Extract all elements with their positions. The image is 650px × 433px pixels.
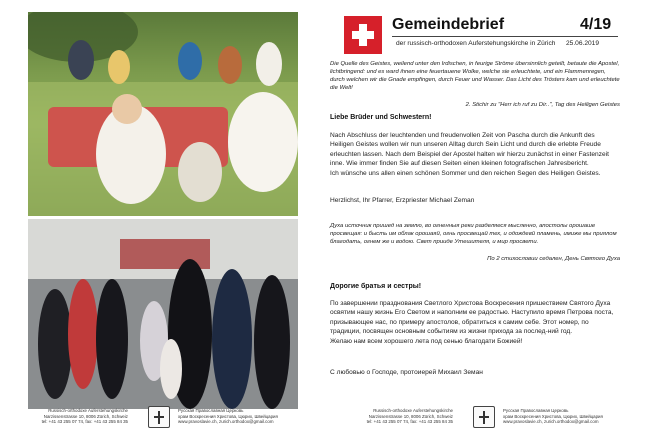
person-costume <box>68 279 98 389</box>
footer-line: храм Воскресения Христова, Цюрих, Швейцария <box>503 413 603 419</box>
footer-line: tel: +41 43 255 07 74, fax: +41 43 255 84 35 <box>41 419 128 425</box>
german-signature: Herzlichst, Ihr Pfarrer, Erzpriester Michael Zeman <box>330 197 475 204</box>
german-epigraph-source: 2. Stichir zu "Herr ich ruf zu Dir..", Tag des Heiligen Geistes <box>465 102 620 108</box>
german-paragraph: Ich wünsche uns allen einen schönen Sommer und den reichen Segen des Heiligen Geistes. <box>330 169 601 177</box>
footer-line: Russisch-orthodoxe Auferstehungskirche <box>48 408 128 413</box>
footer-line: www.pravoslavie.ch, zurich.orthodox@gmail.com <box>503 419 599 425</box>
child <box>178 142 222 202</box>
person <box>96 279 128 399</box>
footer-address-ru <box>503 408 603 425</box>
russian-letter-body <box>330 299 620 346</box>
child <box>160 339 182 399</box>
footer-address-ru <box>178 408 278 425</box>
russian-greeting: Дорогие братья и сестры! <box>330 283 422 290</box>
woman-white-top <box>228 92 298 192</box>
footer-line: Русская Православная Церковь <box>503 408 569 413</box>
swiss-flag-icon <box>344 16 382 54</box>
man-suit <box>212 269 252 409</box>
group-photo-garden <box>28 12 298 216</box>
footer-line: Narzissenstrasse 10, 8006 Zürich, Schweiz <box>368 413 453 419</box>
group-photo-church <box>28 219 298 409</box>
russian-paragraph: Желаю нам всем хорошего лета под сенью благодати Божией! <box>330 337 523 345</box>
face <box>112 94 142 124</box>
footer-line: Russisch-orthodoxe Auferstehungskirche <box>373 408 453 413</box>
person <box>68 40 94 80</box>
church-emblem-icon <box>148 406 170 428</box>
newsletter-subtitle: der russisch-orthodoxen Auferstehungskirche in Zürich <box>396 40 556 47</box>
german-greeting: Liebe Brüder und Schwestern! <box>330 114 432 121</box>
person <box>256 42 282 86</box>
footer-right <box>325 406 650 430</box>
person <box>254 275 290 409</box>
issue-number: 4/19 <box>580 16 612 33</box>
church-emblem-icon <box>473 406 495 428</box>
german-letter-body <box>330 131 620 178</box>
russian-epigraph-source: По 2 стихословии седален, День Святого Духа <box>487 256 620 262</box>
footer-address-de <box>353 408 453 425</box>
russian-epigraph: Духа источник пришед на землю, во огненныя реки разделяеся мысленно, апостолы орошаше просвещая: и бысть им облак орошаяй, огнь просвещай тех, и одождевй пламень, имиже мы приялом благодать, огнем же и водою. Свет прииде Утешителя, и мир просвети. <box>330 223 617 245</box>
header-divider <box>392 36 618 37</box>
russian-paragraph: По завершении празднования Светлого Христова Воскресения пришествием Святого Духа освятим нашу жизнь Его Светом и наполним ее радостью. Наступило время Петрова поста, призывающее нас, по примеру апостолов, обратиться к самим себе. Этот номер, по традиции, посвящен основным событиям из жизни прихода за послед-ний год. <box>330 300 614 336</box>
person <box>218 46 242 84</box>
person <box>108 50 130 84</box>
russian-signature: С любовью о Господе, протоиерей Михаил Земан <box>330 369 483 376</box>
person <box>38 289 72 399</box>
footer-line: храм Воскресения Христова, Цюрих, Швейцария <box>178 413 278 419</box>
person <box>178 42 202 80</box>
footer-line: Русская Православная Церковь <box>178 408 244 413</box>
german-epigraph: Die Quelle des Geistes, weilend unter den Irdischen, in feurige Ströme übersinnlich geteilt, betaute die Apostel, lichtbringend: und es ward ihnen eine feuertauene Wolke, welche sie erleuchtete, und ein Flammenregen, durch welchen wir die Gnade empfingen, durch Feuer und Wasser. Das Licht des Trösters kam und erleuchtete die Welt! <box>330 61 620 91</box>
newsletter-title: Gemeindebrief <box>392 16 505 33</box>
german-paragraph: Nach Abschluss der leuchtenden und freudenvollen Zeit von Pascha durch die Ankunft des Heiligen Geistes wollen wir nun unseren Alltag durch Sein Licht und durch die erlebte Freude erleuchten lassen. Nach dem Beispiel der Apostel halten wir hierzu zunächst in einer Fastenzeit inne. Wie immer finden Sie auf diesen Seiten einen kleinen fotografischen Jahresbericht. <box>330 132 609 168</box>
footer-line: www.pravoslavie.ch, zurich.orthodox@gmail.com <box>178 419 274 425</box>
footer-address-de <box>28 408 128 425</box>
footer-line: tel: +41 43 255 07 74, fax: +41 43 255 84 35 <box>366 419 453 425</box>
footer-left <box>0 406 325 430</box>
issue-date: 25.06.2019 <box>566 40 600 47</box>
footer-line: Narzissenstrasse 10, 8006 Zürich, Schweiz <box>43 413 128 419</box>
